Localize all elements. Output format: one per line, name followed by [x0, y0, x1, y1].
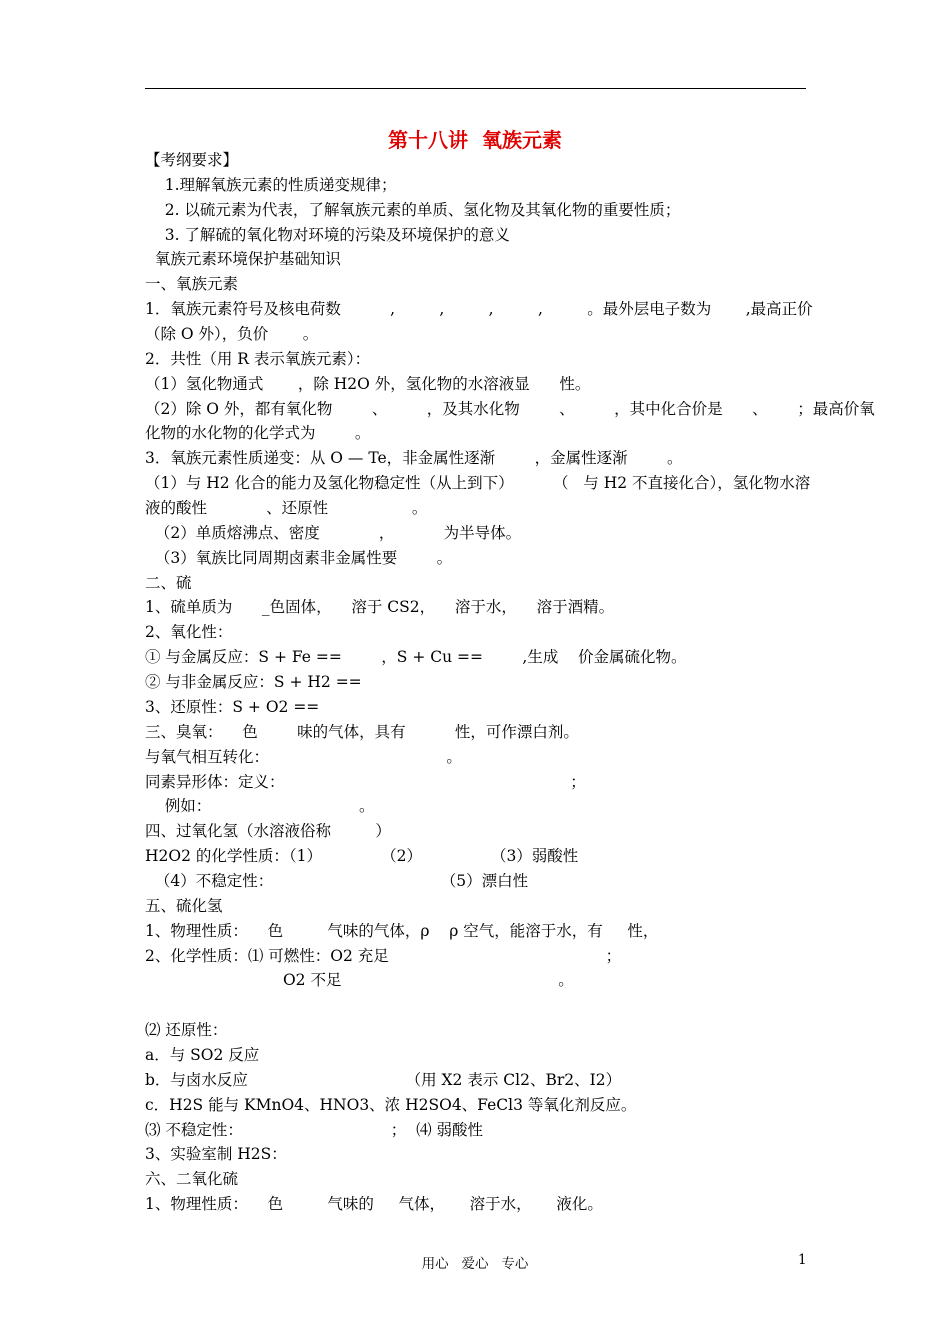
text-line: （1）与 H2 化合的能力及氢化物稳定性（从上到下） （ 与 H2 不直接化合），氢化物水溶 [145, 474, 811, 493]
text-line: 四、过氧化氢（水溶液俗称 ） [145, 822, 391, 841]
text-line: 液的酸性 、还原性 。 [145, 499, 428, 518]
text-line: 五、硫化氢 [145, 896, 223, 915]
page-footer: 用心 爱心 专心 [421, 1256, 529, 1272]
text-line: （4）不稳定性： （5）漂白性 [145, 871, 529, 890]
text-line: c．H2S 能与 KMnO4、HNO3、浓 H2SO4、FeCl3 等氧化剂反应。 [145, 1095, 637, 1114]
text-line: ⑵ 还原性： [145, 1021, 228, 1040]
text-line: 【考纲要求】 [145, 151, 239, 169]
text-line: 氧族元素环境保护基础知识 [145, 250, 341, 269]
text-line: 3．氧族元素性质递变：从 O — Te，非金属性逐渐 ，金属性逐渐 。 [145, 449, 683, 468]
text-line: （3）氧族比同周期卤素非金属性要 。 [145, 548, 453, 567]
text-line: 一、氧族元素 [145, 275, 239, 294]
text-line: H2O2 的化学性质：（1） （2） （3）弱酸性 [145, 847, 579, 866]
page-number: 1 [798, 1252, 807, 1268]
text-line: （1）氢化物通式 ，除 H2O 外，氢化物的水溶液显 性。 [145, 374, 591, 393]
text-line: 二、硫 [145, 573, 192, 592]
text-line: b．与卤水反应 （用 X2 表示 Cl2、Br2、I2） [145, 1070, 622, 1089]
text-line: O2 不足 。 [145, 971, 574, 990]
text-line: （2）单质熔沸点、密度 ， 为半导体。 [145, 523, 522, 542]
text-line: a．与 SO2 反应 [145, 1045, 260, 1064]
text-line: 2．共性（用 R 表示氧族元素）： [145, 349, 371, 368]
text-line: （除 O 外），负价 。 [145, 325, 319, 344]
text-line: ⑶ 不稳定性： ； ⑷ 弱酸性 [145, 1120, 484, 1139]
text-line: （2）除 O 外，都有氧化物 、 ，及其水化物 、 ，其中化合价是 、 ；最高价氧 [145, 399, 875, 418]
text-line: 例如： 。 [145, 797, 375, 816]
text-line: 2. 以硫元素为代表，了解氧族元素的单质、氢化物及其氧化物的重要性质； [145, 200, 681, 219]
text-line: ② 与非金属反应：S + H2 == [145, 673, 362, 692]
text-line: 1、物理性质： 色 气味的 气体， 溶于水， 液化。 [145, 1195, 603, 1214]
text-line: 3、实验室制 H2S： [145, 1145, 287, 1164]
text-line: 1、硫单质为 _色固体， 溶于 CS2， 溶于水， 溶于酒精。 [145, 598, 615, 617]
text-line: 1、物理性质： 色 气味的气体，ρ ρ 空气，能溶于水，有 性， [145, 921, 659, 940]
text-line: 3. 了解硫的氧化物对环境的污染及环境保护的意义 [145, 225, 510, 244]
text-line: ① 与金属反应：S + Fe == ，S + Cu == ,生成 价金属硫化物。 [145, 648, 687, 667]
text-line: 2、氧化性： [145, 623, 233, 642]
page-title: 第十八讲 氧族元素 [388, 128, 562, 152]
text-line: 三、臭氧： 色 味的气体，具有 性，可作漂白剂。 [145, 722, 579, 741]
text-line: 化物的水化物的化学式为 。 [145, 424, 371, 443]
text-line: 与氧气相互转化： 。 [145, 747, 462, 766]
text-line: 1.理解氧族元素的性质递变规律； [145, 175, 397, 194]
text-line: 1．氧族元素符号及核电荷数 , , , , 。最外层电子数为 ,最高正价 [145, 300, 813, 319]
text-line: 2、化学性质：⑴ 可燃性：O2 充足 ； [145, 946, 622, 965]
text-line: 同素异形体：定义： ； [145, 772, 586, 791]
text-line: 3、还原性：S + O2 == [145, 697, 320, 716]
header-rule [145, 88, 806, 89]
text-line: 六、二氧化硫 [145, 1170, 239, 1189]
